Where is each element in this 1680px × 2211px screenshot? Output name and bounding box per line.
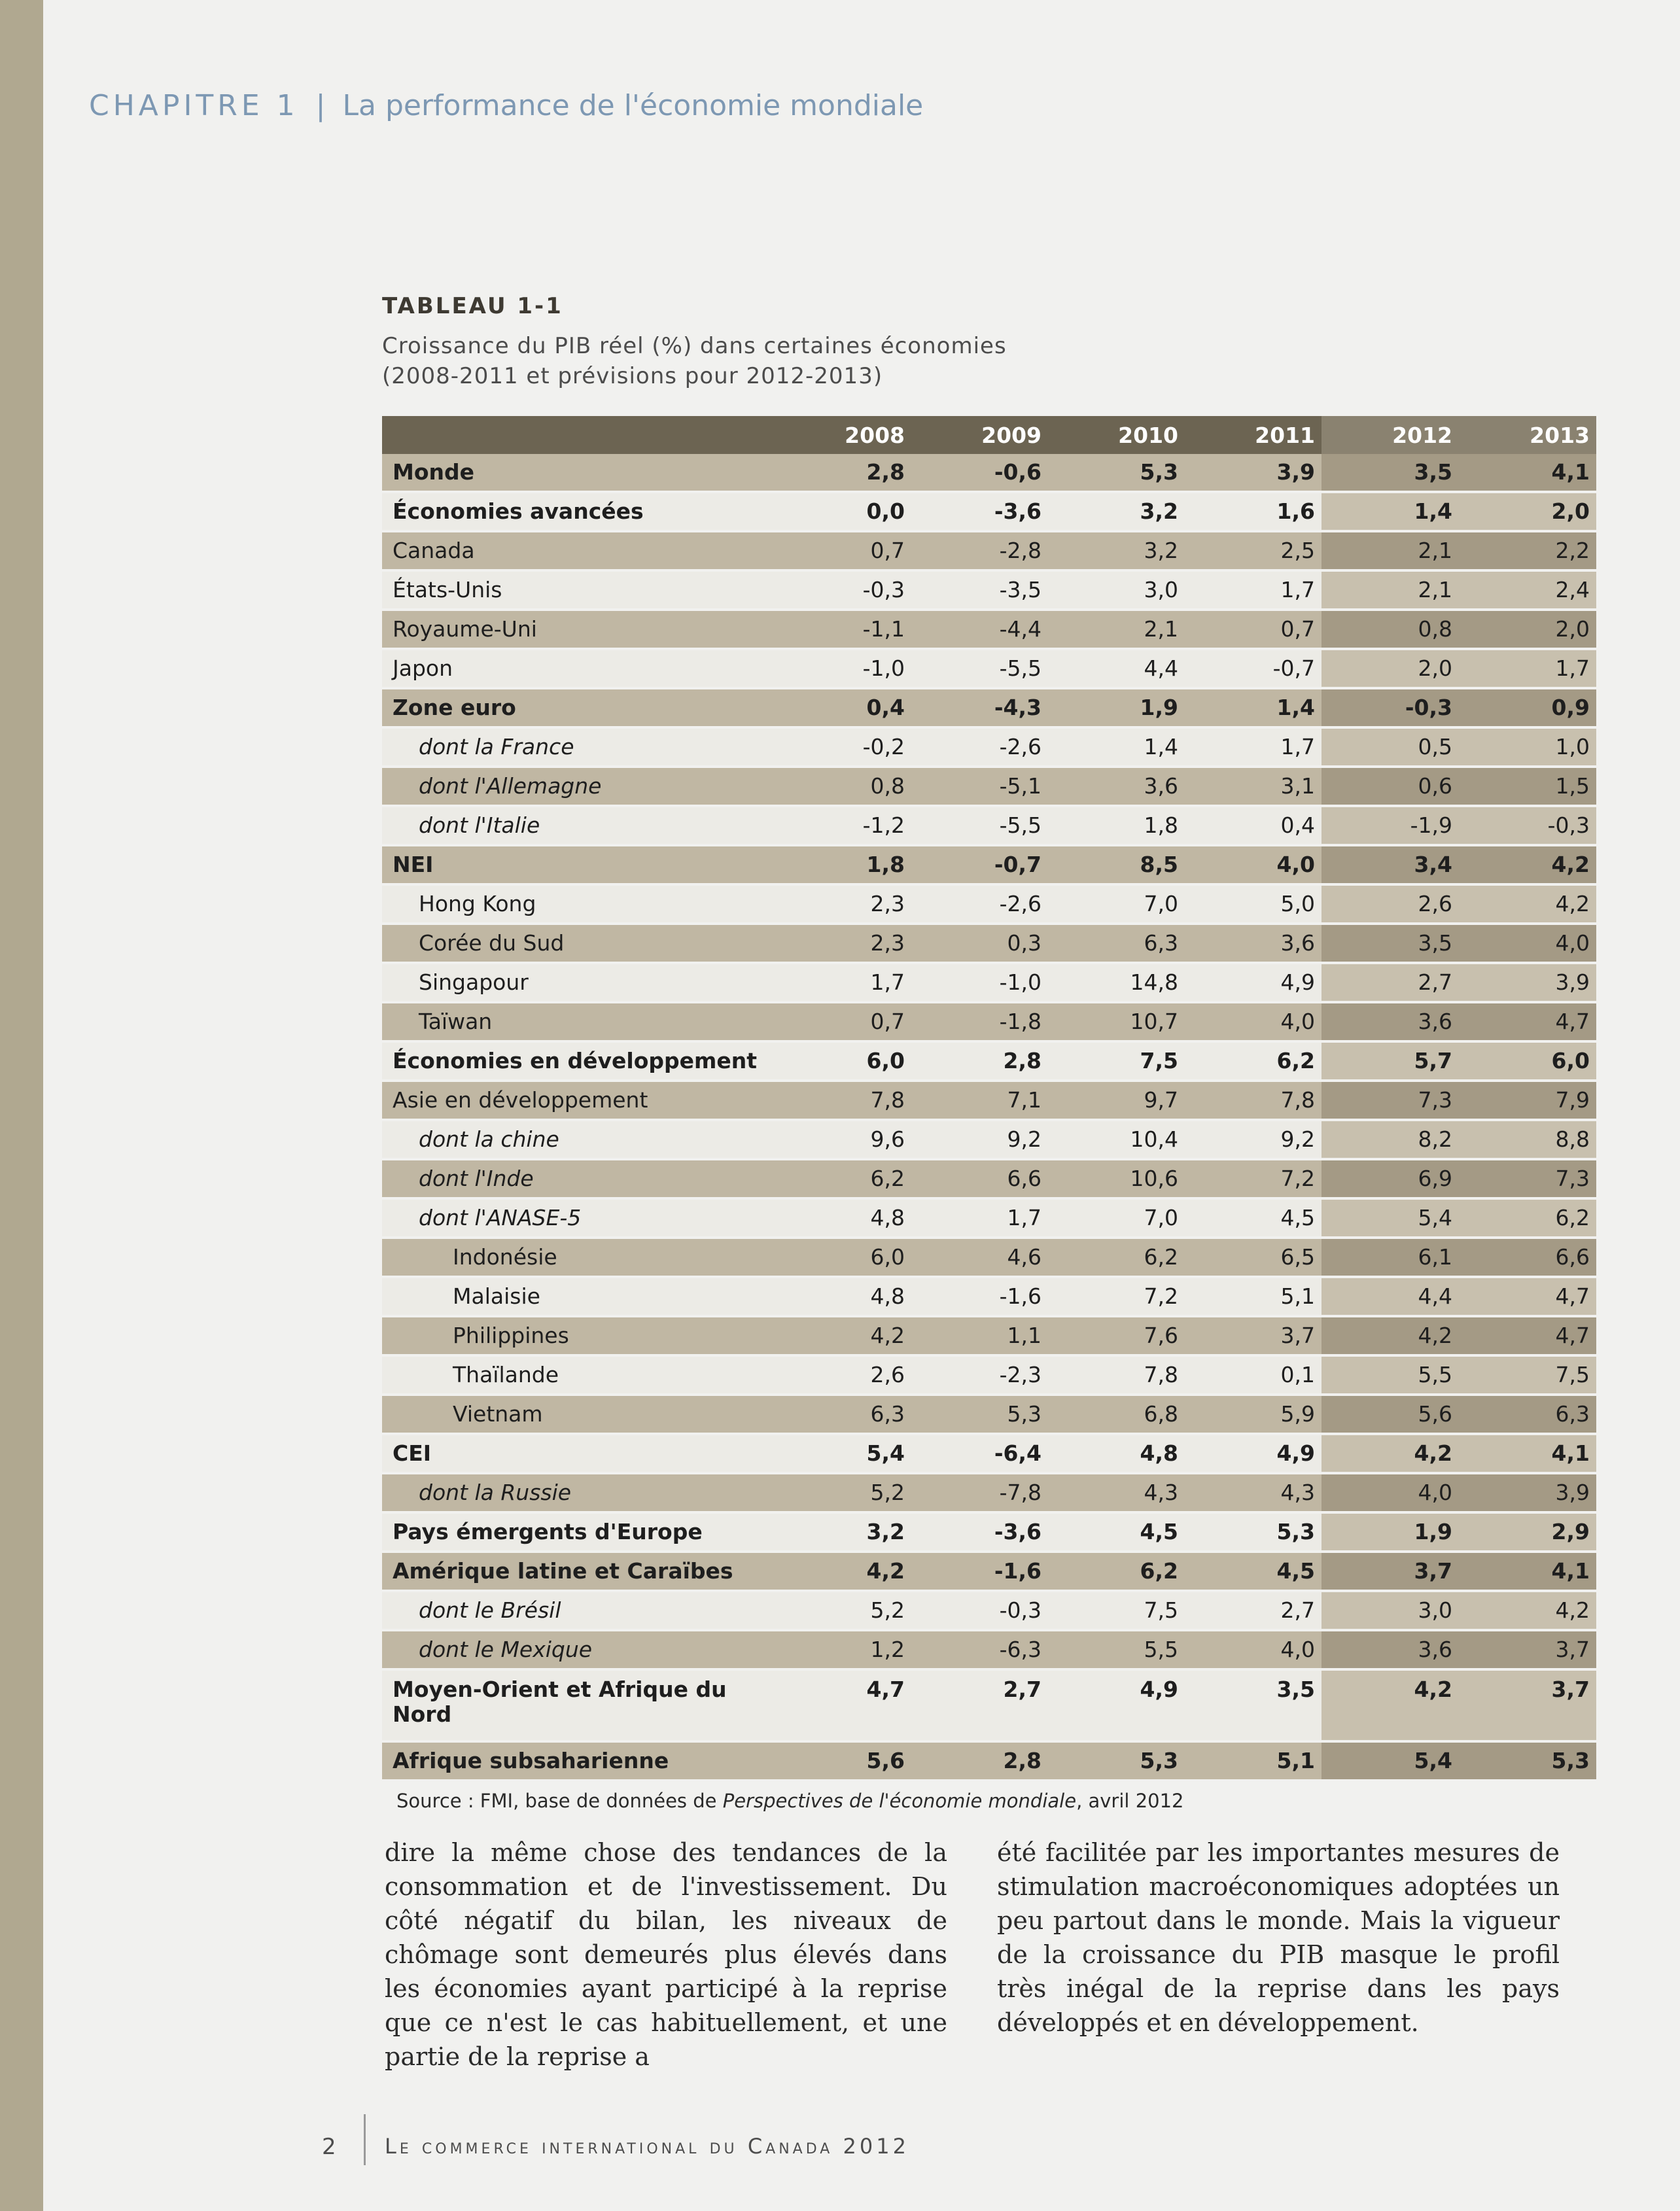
table-row	[382, 531, 1596, 570]
forecast-value-cell: 4,1	[1459, 1434, 1596, 1473]
value-cell: -0,7	[1185, 649, 1321, 688]
forecast-value-cell: 4,7	[1459, 1002, 1596, 1041]
row-label: dont la France	[382, 727, 775, 767]
value-cell: 2,1	[1048, 610, 1185, 649]
table-row	[382, 1355, 1596, 1395]
value-cell: 6,2	[1048, 1552, 1185, 1591]
value-cell: 2,8	[911, 1741, 1048, 1781]
value-cell: 4,8	[1048, 1434, 1185, 1473]
forecast-value-cell: 5,4	[1321, 1741, 1459, 1781]
value-cell: -0,3	[911, 1591, 1048, 1630]
table-row	[382, 767, 1596, 806]
value-cell: 6,8	[1048, 1395, 1185, 1434]
source-prefix: Source : FMI, base de données de	[396, 1790, 723, 1812]
value-cell: 4,5	[1185, 1552, 1321, 1591]
table-row	[382, 1591, 1596, 1630]
value-cell: 7,1	[911, 1081, 1048, 1120]
row-label: Afrique subsaharienne	[382, 1741, 775, 1781]
value-cell: 3,7	[1185, 1316, 1321, 1355]
source-suffix: , avril 2012	[1076, 1790, 1184, 1812]
forecast-value-cell: 0,8	[1321, 610, 1459, 649]
value-cell: 4,3	[1048, 1473, 1185, 1512]
forecast-value-cell: 5,7	[1321, 1041, 1459, 1081]
value-cell: 10,6	[1048, 1159, 1185, 1198]
value-cell: -1,6	[911, 1277, 1048, 1316]
forecast-value-cell: 2,4	[1459, 570, 1596, 610]
value-cell: 3,6	[1185, 924, 1321, 963]
value-cell: 2,3	[775, 884, 911, 924]
value-cell: 0,0	[775, 492, 911, 531]
row-label: dont l'ANASE-5	[382, 1198, 775, 1238]
value-cell: 4,0	[1185, 845, 1321, 884]
row-label: Amérique latine et Caraïbes	[382, 1552, 775, 1591]
row-label: dont l'Allemagne	[382, 767, 775, 806]
forecast-value-cell: 3,5	[1321, 454, 1459, 492]
table-row	[382, 1473, 1596, 1512]
gdp-growth-table	[382, 416, 1596, 1782]
value-cell: 0,1	[1185, 1355, 1321, 1395]
table-row	[382, 1741, 1596, 1781]
row-label: Monde	[382, 454, 775, 492]
value-cell: 4,8	[775, 1198, 911, 1238]
forecast-value-cell: 8,2	[1321, 1120, 1459, 1159]
value-cell: 10,4	[1048, 1120, 1185, 1159]
value-cell: 1,2	[775, 1630, 911, 1669]
header-blank	[382, 416, 775, 454]
forecast-value-cell: 6,0	[1459, 1041, 1596, 1081]
value-cell: 4,0	[1185, 1002, 1321, 1041]
row-label: dont l'Inde	[382, 1159, 775, 1198]
table-row	[382, 1552, 1596, 1591]
value-cell: 4,9	[1048, 1669, 1185, 1741]
forecast-value-cell: 5,6	[1321, 1395, 1459, 1434]
value-cell: 3,2	[775, 1512, 911, 1552]
value-cell: 3,6	[1048, 767, 1185, 806]
value-cell: 1,9	[1048, 688, 1185, 727]
forecast-value-cell: 3,7	[1459, 1630, 1596, 1669]
value-cell: 5,3	[911, 1395, 1048, 1434]
value-cell: 4,7	[775, 1669, 911, 1741]
header-year-forecast: 2012	[1321, 416, 1459, 454]
row-label: dont le Mexique	[382, 1630, 775, 1669]
table-row	[382, 1120, 1596, 1159]
value-cell: -0,2	[775, 727, 911, 767]
value-cell: -4,4	[911, 610, 1048, 649]
row-label: Zone euro	[382, 688, 775, 727]
forecast-value-cell: 7,3	[1459, 1159, 1596, 1198]
row-label: États-Unis	[382, 570, 775, 610]
value-cell: 1,7	[1185, 570, 1321, 610]
value-cell: 5,1	[1185, 1277, 1321, 1316]
value-cell: 6,3	[775, 1395, 911, 1434]
row-label: dont la chine	[382, 1120, 775, 1159]
value-cell: 5,0	[1185, 884, 1321, 924]
forecast-value-cell: 2,1	[1321, 531, 1459, 570]
forecast-value-cell: 2,2	[1459, 531, 1596, 570]
table-row	[382, 454, 1596, 492]
forecast-value-cell: 3,4	[1321, 845, 1459, 884]
value-cell: 4,2	[775, 1552, 911, 1591]
body-text-left: dire la même chose des tendances de la consommation et de l'investissement. Du côté négatif du bilan, les niveaux de chômage sont demeurés plus élevés dans les économies ayant participé à la reprise que ce n'est le cas habituellement, et une partie de la reprise a	[385, 1838, 947, 2071]
forecast-value-cell: 2,0	[1321, 649, 1459, 688]
value-cell: -2,6	[911, 727, 1048, 767]
value-cell: 1,7	[911, 1198, 1048, 1238]
value-cell: 4,2	[775, 1316, 911, 1355]
body-text-right: été facilitée par les importantes mesures de stimulation macroéconomiques adoptées un peu partout dans le monde. Mais la vigueur de la croissance du PIB masque le profil très inégal de la reprise dans les pays développés et en développement.	[997, 1838, 1560, 2037]
forecast-value-cell: 4,0	[1459, 924, 1596, 963]
value-cell: 7,8	[1048, 1355, 1185, 1395]
value-cell: 14,8	[1048, 963, 1185, 1002]
value-cell: 4,6	[911, 1238, 1048, 1277]
value-cell: 7,2	[1185, 1159, 1321, 1198]
table-row	[382, 845, 1596, 884]
value-cell: 7,6	[1048, 1316, 1185, 1355]
value-cell: 2,8	[911, 1041, 1048, 1081]
value-cell: -1,2	[775, 806, 911, 845]
row-label: Économies avancées	[382, 492, 775, 531]
table-row	[382, 610, 1596, 649]
forecast-value-cell: 6,1	[1321, 1238, 1459, 1277]
forecast-value-cell: 1,0	[1459, 727, 1596, 767]
value-cell: 6,5	[1185, 1238, 1321, 1277]
forecast-value-cell: 0,6	[1321, 767, 1459, 806]
table-row	[382, 1081, 1596, 1120]
forecast-value-cell: 7,3	[1321, 1081, 1459, 1120]
table-row	[382, 1395, 1596, 1434]
forecast-value-cell: 3,0	[1321, 1591, 1459, 1630]
table-row	[382, 649, 1596, 688]
value-cell: 2,6	[775, 1355, 911, 1395]
forecast-value-cell: 2,9	[1459, 1512, 1596, 1552]
row-label: dont l'Italie	[382, 806, 775, 845]
forecast-value-cell: 3,7	[1321, 1552, 1459, 1591]
value-cell: 1,4	[1048, 727, 1185, 767]
value-cell: 7,5	[1048, 1041, 1185, 1081]
row-label: NEI	[382, 845, 775, 884]
forecast-value-cell: 5,5	[1321, 1355, 1459, 1395]
value-cell: 1,6	[1185, 492, 1321, 531]
value-cell: 7,8	[1185, 1081, 1321, 1120]
forecast-value-cell: 4,7	[1459, 1316, 1596, 1355]
value-cell: 5,2	[775, 1473, 911, 1512]
forecast-value-cell: 4,4	[1321, 1277, 1459, 1316]
header-year: 2009	[911, 416, 1048, 454]
value-cell: 2,8	[775, 454, 911, 492]
forecast-value-cell: 3,6	[1321, 1630, 1459, 1669]
value-cell: 9,7	[1048, 1081, 1185, 1120]
forecast-value-cell: 0,5	[1321, 727, 1459, 767]
value-cell: 7,0	[1048, 884, 1185, 924]
forecast-value-cell: 4,7	[1459, 1277, 1596, 1316]
value-cell: 5,1	[1185, 1741, 1321, 1781]
forecast-value-cell: 3,6	[1321, 1002, 1459, 1041]
value-cell: -7,8	[911, 1473, 1048, 1512]
value-cell: 5,3	[1048, 454, 1185, 492]
forecast-value-cell: 5,4	[1321, 1198, 1459, 1238]
row-label: Économies en développement	[382, 1041, 775, 1081]
forecast-value-cell: -0,3	[1321, 688, 1459, 727]
value-cell: 5,6	[775, 1741, 911, 1781]
table-row	[382, 924, 1596, 963]
value-cell: 6,3	[1048, 924, 1185, 963]
row-label: Malaisie	[382, 1277, 775, 1316]
value-cell: 5,5	[1048, 1630, 1185, 1669]
chapter-header	[89, 89, 923, 122]
table-row	[382, 492, 1596, 531]
value-cell: 0,7	[1185, 610, 1321, 649]
table-row	[382, 688, 1596, 727]
source-publication: Perspectives de l'économie mondiale	[722, 1790, 1077, 1812]
forecast-value-cell: 6,9	[1321, 1159, 1459, 1198]
value-cell: -5,1	[911, 767, 1048, 806]
table-row	[382, 1630, 1596, 1669]
value-cell: 6,0	[775, 1238, 911, 1277]
forecast-value-cell: 4,2	[1321, 1669, 1459, 1741]
value-cell: -2,6	[911, 884, 1048, 924]
forecast-value-cell: 4,2	[1321, 1316, 1459, 1355]
header-year-forecast: 2013	[1459, 416, 1596, 454]
value-cell: 9,2	[911, 1120, 1048, 1159]
value-cell: 6,6	[911, 1159, 1048, 1198]
table-source	[396, 1790, 1184, 1812]
value-cell: 5,4	[775, 1434, 911, 1473]
row-label: Indonésie	[382, 1238, 775, 1277]
forecast-value-cell: 4,2	[1459, 845, 1596, 884]
value-cell: 1,8	[775, 845, 911, 884]
value-cell: -3,6	[911, 1512, 1048, 1552]
value-cell: -3,6	[911, 492, 1048, 531]
row-label: dont la Russie	[382, 1473, 775, 1512]
row-label: Hong Kong	[382, 884, 775, 924]
page-number: 2	[322, 2134, 336, 2160]
value-cell: -1,1	[775, 610, 911, 649]
value-cell: 1,1	[911, 1316, 1048, 1355]
table-caption	[382, 293, 1560, 391]
value-cell: 4,9	[1185, 1434, 1321, 1473]
forecast-value-cell: 3,5	[1321, 924, 1459, 963]
value-cell: 8,5	[1048, 845, 1185, 884]
forecast-value-cell: 4,1	[1459, 1552, 1596, 1591]
page-footer	[0, 2114, 1680, 2167]
forecast-value-cell: -0,3	[1459, 806, 1596, 845]
row-label: Pays émergents d'Europe	[382, 1512, 775, 1552]
value-cell: -1,8	[911, 1002, 1048, 1041]
forecast-value-cell: 1,7	[1459, 649, 1596, 688]
value-cell: 4,5	[1048, 1512, 1185, 1552]
value-cell: -2,3	[911, 1355, 1048, 1395]
row-label: Japon	[382, 649, 775, 688]
value-cell: 4,4	[1048, 649, 1185, 688]
value-cell: 7,8	[775, 1081, 911, 1120]
row-label: Corée du Sud	[382, 924, 775, 963]
value-cell: 2,3	[775, 924, 911, 963]
chapter-number: CHAPITRE 1	[89, 89, 299, 122]
row-label: Canada	[382, 531, 775, 570]
value-cell: 7,2	[1048, 1277, 1185, 1316]
forecast-value-cell: 4,1	[1459, 454, 1596, 492]
forecast-value-cell: 4,2	[1459, 1591, 1596, 1630]
table-row	[382, 806, 1596, 845]
value-cell: -2,8	[911, 531, 1048, 570]
forecast-value-cell: 3,9	[1459, 963, 1596, 1002]
value-cell: -0,6	[911, 454, 1048, 492]
row-label: Asie en développement	[382, 1081, 775, 1120]
header-year: 2011	[1185, 416, 1321, 454]
value-cell: -5,5	[911, 649, 1048, 688]
value-cell: 1,4	[1185, 688, 1321, 727]
table-label: TABLEAU 1-1	[382, 293, 563, 319]
chapter-separator: |	[315, 89, 326, 122]
forecast-value-cell: -1,9	[1321, 806, 1459, 845]
value-cell: 4,9	[1185, 963, 1321, 1002]
table-row	[382, 1434, 1596, 1473]
header-year: 2010	[1048, 416, 1185, 454]
value-cell: -1,0	[775, 649, 911, 688]
forecast-value-cell: 4,0	[1321, 1473, 1459, 1512]
value-cell: 6,2	[1185, 1041, 1321, 1081]
value-cell: 0,7	[775, 531, 911, 570]
table-header-row	[382, 416, 1596, 454]
table-row	[382, 727, 1596, 767]
row-label: Philippines	[382, 1316, 775, 1355]
table-row	[382, 1277, 1596, 1316]
row-label: Singapour	[382, 963, 775, 1002]
value-cell: 0,4	[775, 688, 911, 727]
forecast-value-cell: 2,0	[1459, 492, 1596, 531]
value-cell: 5,9	[1185, 1395, 1321, 1434]
row-label: Moyen-Orient et Afrique du Nord	[382, 1669, 775, 1741]
value-cell: 1,8	[1048, 806, 1185, 845]
chapter-title: La performance de l'économie mondiale	[342, 89, 924, 122]
value-cell: 4,5	[1185, 1198, 1321, 1238]
value-cell: 6,2	[775, 1159, 911, 1198]
table-row	[382, 1002, 1596, 1041]
forecast-value-cell: 6,6	[1459, 1238, 1596, 1277]
value-cell: -1,6	[911, 1552, 1048, 1591]
value-cell: 3,2	[1048, 492, 1185, 531]
table-title-line2: (2008-2011 et prévisions pour 2012-2013)	[382, 363, 883, 389]
value-cell: 0,7	[775, 1002, 911, 1041]
table-row	[382, 1159, 1596, 1198]
value-cell: -1,0	[911, 963, 1048, 1002]
table-row	[382, 1669, 1596, 1741]
value-cell: 3,0	[1048, 570, 1185, 610]
forecast-value-cell: 3,7	[1459, 1669, 1596, 1741]
value-cell: 4,8	[775, 1277, 911, 1316]
value-cell: 1,7	[1185, 727, 1321, 767]
value-cell: -3,5	[911, 570, 1048, 610]
value-cell: 0,8	[775, 767, 911, 806]
row-label: CEI	[382, 1434, 775, 1473]
value-cell: 2,5	[1185, 531, 1321, 570]
forecast-value-cell: 4,2	[1459, 884, 1596, 924]
value-cell: 7,5	[1048, 1591, 1185, 1630]
value-cell: -0,3	[775, 570, 911, 610]
forecast-value-cell: 4,2	[1321, 1434, 1459, 1473]
value-cell: 4,3	[1185, 1473, 1321, 1512]
value-cell: 6,0	[775, 1041, 911, 1081]
forecast-value-cell: 2,1	[1321, 570, 1459, 610]
forecast-value-cell: 3,9	[1459, 1473, 1596, 1512]
forecast-value-cell: 2,7	[1321, 963, 1459, 1002]
table-row	[382, 963, 1596, 1002]
forecast-value-cell: 2,6	[1321, 884, 1459, 924]
value-cell: -6,3	[911, 1630, 1048, 1669]
row-label: Taïwan	[382, 1002, 775, 1041]
value-cell: 1,7	[775, 963, 911, 1002]
footer-divider	[364, 2114, 366, 2165]
value-cell: 3,9	[1185, 454, 1321, 492]
table-row	[382, 1238, 1596, 1277]
table-row	[382, 1198, 1596, 1238]
forecast-value-cell: 1,5	[1459, 767, 1596, 806]
value-cell: 10,7	[1048, 1002, 1185, 1041]
table-row	[382, 570, 1596, 610]
value-cell: 3,2	[1048, 531, 1185, 570]
forecast-value-cell: 7,5	[1459, 1355, 1596, 1395]
forecast-value-cell: 8,8	[1459, 1120, 1596, 1159]
value-cell: 3,5	[1185, 1669, 1321, 1741]
header-year: 2008	[775, 416, 911, 454]
value-cell: 5,2	[775, 1591, 911, 1630]
forecast-value-cell: 6,2	[1459, 1198, 1596, 1238]
value-cell: 9,6	[775, 1120, 911, 1159]
forecast-value-cell: 5,3	[1459, 1741, 1596, 1781]
value-cell: 2,7	[1185, 1591, 1321, 1630]
forecast-value-cell: 6,3	[1459, 1395, 1596, 1434]
table-row	[382, 1512, 1596, 1552]
forecast-value-cell: 1,4	[1321, 492, 1459, 531]
value-cell: 5,3	[1185, 1512, 1321, 1552]
value-cell: 5,3	[1048, 1741, 1185, 1781]
table-row	[382, 1316, 1596, 1355]
forecast-value-cell: 7,9	[1459, 1081, 1596, 1120]
table-title-line1: Croissance du PIB réel (%) dans certaines économies	[382, 333, 1007, 359]
value-cell: -5,5	[911, 806, 1048, 845]
value-cell: 2,7	[911, 1669, 1048, 1741]
row-label: Royaume-Uni	[382, 610, 775, 649]
row-label: Thaïlande	[382, 1355, 775, 1395]
forecast-value-cell: 2,0	[1459, 610, 1596, 649]
value-cell: -6,4	[911, 1434, 1048, 1473]
table-row	[382, 1041, 1596, 1081]
value-cell: -4,3	[911, 688, 1048, 727]
value-cell: 0,4	[1185, 806, 1321, 845]
value-cell: 0,3	[911, 924, 1048, 963]
row-label: Vietnam	[382, 1395, 775, 1434]
value-cell: -0,7	[911, 845, 1048, 884]
publication-title: Le commerce international du Canada 2012	[385, 2134, 909, 2159]
value-cell: 3,1	[1185, 767, 1321, 806]
table-row	[382, 884, 1596, 924]
value-cell: 4,0	[1185, 1630, 1321, 1669]
forecast-value-cell: 0,9	[1459, 688, 1596, 727]
value-cell: 9,2	[1185, 1120, 1321, 1159]
row-label: dont le Brésil	[382, 1591, 775, 1630]
forecast-value-cell: 1,9	[1321, 1512, 1459, 1552]
value-cell: 6,2	[1048, 1238, 1185, 1277]
page-spine	[0, 0, 43, 2211]
value-cell: 7,0	[1048, 1198, 1185, 1238]
